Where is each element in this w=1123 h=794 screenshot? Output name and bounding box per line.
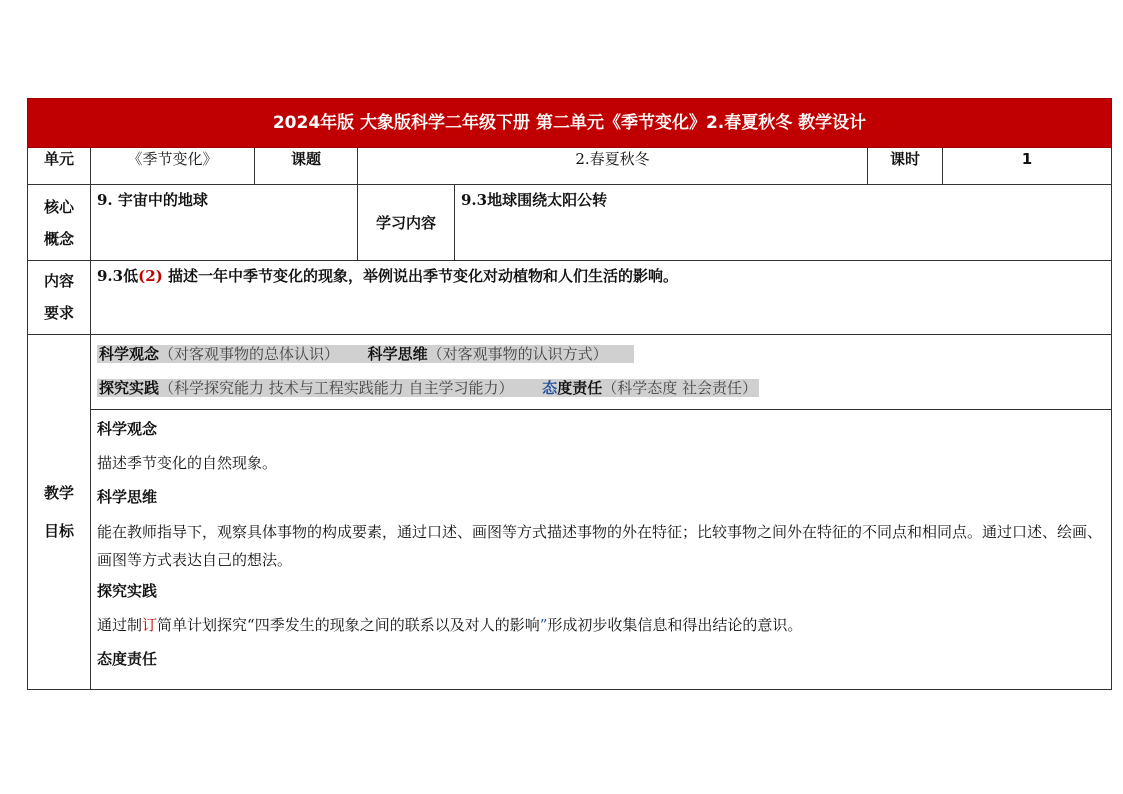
content-requirement-row	[28, 261, 1112, 335]
category-inquiry-practice-head: 探究实践	[99, 379, 160, 397]
inquiry-text-part2: 订	[142, 616, 158, 634]
category-science-thinking-note: （对客观事物的认识方式）	[427, 345, 608, 363]
inquiry-text-part3: 简单计划探究“四季发生的现象之间的联系以及对人的影响	[157, 616, 540, 634]
inquiry-practice-heading: 探究实践	[97, 582, 158, 600]
science-thinking-heading: 科学思维	[97, 488, 158, 506]
inquiry-text-part4: ”	[539, 616, 548, 634]
unit-label: 单元	[28, 148, 91, 185]
content-requirement-label-line2: 要求	[43, 304, 74, 322]
category-attitude-head-first-char: 态	[542, 379, 558, 397]
category-science-concept-note: （对客观事物的总体认识）	[159, 345, 340, 363]
category-attitude-note: （科学态度 社会责任）	[602, 379, 757, 397]
topic-value: 2.春夏秋冬	[358, 148, 868, 185]
period-value: 1	[943, 148, 1112, 185]
goal-categories-cell	[91, 335, 1112, 410]
requirement-item-number: (2)	[138, 267, 163, 285]
category-attitude-head-rest: 度责任	[557, 379, 603, 397]
topic-label: 课题	[255, 148, 358, 185]
page-title: 2024年版 大象版科学二年级下册 第二单元《季节变化》2.春夏秋冬 教学设计	[28, 99, 1112, 148]
category-inquiry-practice	[97, 379, 759, 397]
science-concept-text: 描述季节变化的自然现象。	[97, 454, 278, 472]
learning-content-value: 9.3地球围绕太阳公转	[455, 185, 1112, 261]
category-science-thinking-head: 科学思维	[367, 345, 428, 363]
core-concept-label-line2: 概念	[43, 230, 74, 248]
category-inquiry-practice-note: （科学探究能力 技术与工程实践能力 自主学习能力）	[159, 379, 514, 397]
teaching-goals-label-line2: 目标	[43, 522, 74, 540]
core-concept-label	[28, 185, 91, 261]
requirement-code: 9.3低	[97, 267, 139, 285]
requirement-text: 描述一年中季节变化的现象，举例说出季节变化对动植物和人们生活的影响。	[162, 267, 678, 285]
content-requirement-value	[91, 261, 1112, 335]
unit-value: 《季节变化》	[91, 148, 255, 185]
learning-content-label: 学习内容	[358, 185, 455, 261]
category-science-concept	[97, 345, 634, 363]
category-science-concept-head: 科学观念	[99, 345, 160, 363]
content-requirement-label-line1: 内容	[43, 272, 74, 290]
title-row	[28, 99, 1112, 148]
content-requirement-label	[28, 261, 91, 335]
core-concept-value: 9. 宇宙中的地球	[91, 185, 358, 261]
core-concept-label-line1: 核心	[43, 198, 74, 216]
inquiry-practice-text	[97, 608, 1105, 642]
inquiry-text-part5: 形成初步收集信息和得出结论的意识。	[547, 616, 803, 634]
goal-categories-row	[28, 335, 1112, 410]
attitude-responsibility-heading: 态度责任	[97, 650, 158, 668]
goal-details-cell	[91, 410, 1112, 690]
goal-categories-line2	[97, 371, 1105, 405]
science-thinking-text: 能在教师指导下，观察具体事物的构成要素，通过口述、画图等方式描述事物的外在特征；比较事物之间外在特征的不同点和相同点。通过口述、绘画、画图等方式表达自己的想法。	[97, 523, 1103, 569]
science-concept-heading: 科学观念	[97, 420, 158, 438]
teaching-goals-label-line1: 教学	[43, 484, 74, 502]
teaching-goals-label	[28, 335, 91, 690]
lesson-plan-table	[27, 98, 1112, 690]
core-concept-row	[28, 185, 1112, 261]
inquiry-text-part1: 通过制	[97, 616, 143, 634]
lesson-plan-sheet	[27, 98, 1111, 690]
goal-categories-line1	[97, 337, 1105, 371]
unit-row	[28, 148, 1112, 185]
goal-details-row	[28, 410, 1112, 690]
period-label: 课时	[868, 148, 943, 185]
